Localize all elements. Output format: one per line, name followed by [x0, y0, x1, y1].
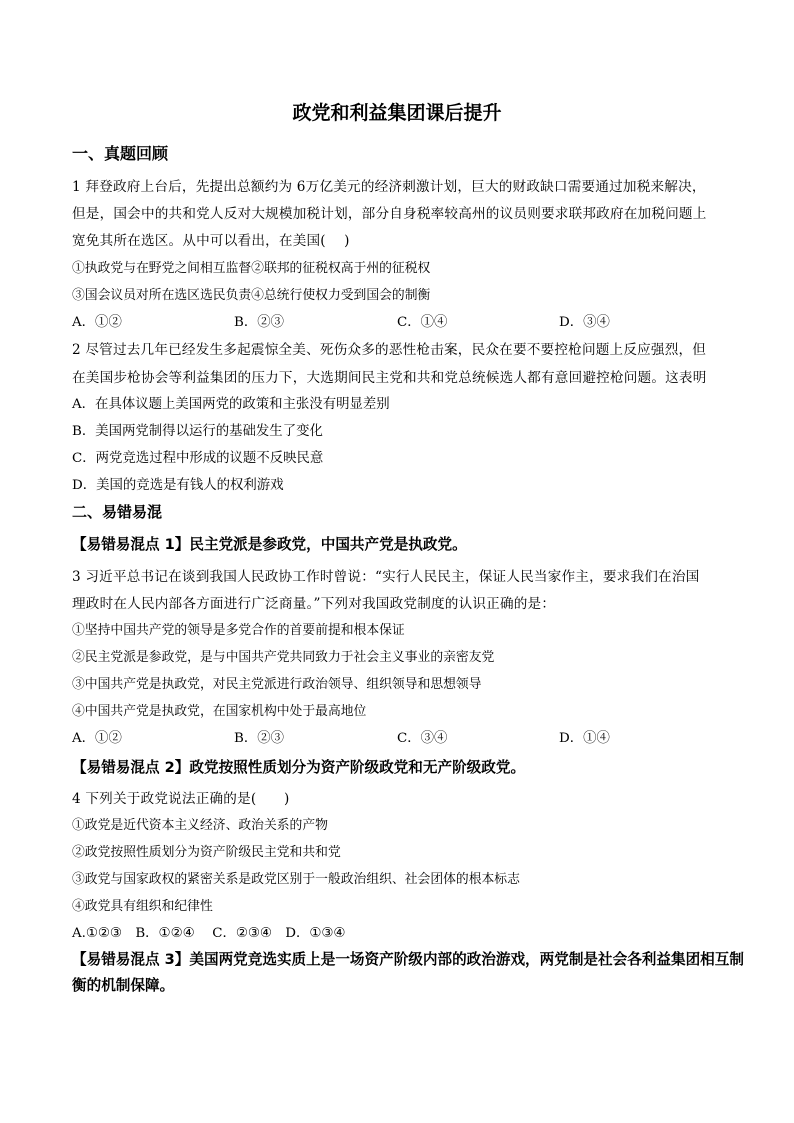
q3-line-2: 理政时在人民内部各方面进行广泛商量。”下列对我国政党制度的认识正确的是：	[72, 596, 556, 612]
q1-statement-2: ③国会议员对所在选区选民负责④总统行使权力受到国会的制衡	[72, 288, 431, 303]
q2-line-1: 2 尽管过去几年已经发生多起震惊全美、死伤众多的恶性枪击案，民众在要不要控枪问题上反应强烈，但	[72, 342, 707, 358]
pitfall-note-3: 【易错易混点 3】美国两党竞选实质上是一场资产阶级内部的政治游戏，两党制是社会各利益集团相互制衡的机制保障。	[72, 951, 744, 994]
q3-statement-1: ①坚持中国共产党的领导是多党合作的首要前提和根本保证	[72, 623, 405, 638]
section-heading-review: 一、真题回顾	[72, 144, 169, 163]
section-heading-pitfalls: 二、易错易混	[72, 503, 163, 521]
q1-line-1: 1 拜登政府上台后，先提出总额约为 6万亿美元的经济刺激计划，巨大的财政缺口需要通过加税来解决，	[72, 179, 706, 195]
q2-option-a: A．在具体议题上美国两党的政策和主张没有明显差别	[72, 397, 390, 412]
q3-option-b: B．②③	[234, 731, 285, 746]
q4-line-1: 4 下列关于政党说法正确的是( )	[72, 791, 290, 807]
q1-line-2: 但是，国会中的共和党人反对大规模加税计划，部分自身税率较高州的议员则要求联邦政府在加税问题上	[72, 206, 707, 222]
q4-statement-1: ①政党是近代资本主义经济、政治关系的产物	[72, 818, 328, 833]
q2-option-b: B．美国两党制得以运行的基础发生了变化	[72, 424, 323, 439]
q1-option-c: C．①④	[397, 315, 448, 330]
q1-statement-1: ①执政党与在野党之间相互监督②联邦的征税权高于州的征税权	[72, 261, 431, 276]
page-title: 政党和利益集团课后提升	[292, 102, 502, 124]
q2-option-d: D．美国的竞选是有钱人的权利游戏	[72, 478, 284, 493]
q4-statement-2: ②政党按照性质划分为资产阶级民主党和共和党	[72, 845, 341, 860]
q4-statement-3: ③政党与国家政权的紧密关系是政党区别于一般政治组织、社会团体的根本标志	[72, 872, 520, 887]
q1-option-a: A．①②	[72, 315, 122, 330]
q3-statement-3: ③中国共产党是执政党，对民主党派进行政治领导、组织领导和思想领导	[72, 677, 482, 692]
q1-line-3: 宽免其所在选区。从中可以看出，在美国( )	[72, 233, 350, 249]
pitfall-note-2: 【易错易混点 2】政党按照性质划分为资产阶级政党和无产阶级政党。	[72, 759, 526, 776]
q3-statement-2: ②民主党派是参政党，是与中国共产党共同致力于社会主义事业的亲密友党	[72, 650, 495, 665]
q3-option-a: A．①②	[72, 731, 122, 746]
q2-line-2: 在美国步枪协会等利益集团的压力下，大选期间民主党和共和党总统候选人都有意回避控枪问题。这表明	[72, 370, 707, 386]
pitfall-note-1: 【易错易混点 1】民主党派是参政党，中国共产党是执政党。	[72, 536, 467, 553]
q4-statement-4: ④政党具有组织和纪律性	[72, 899, 213, 914]
q3-line-1: 3 习近平总书记在谈到我国人民政协工作时曾说：“实行人民民主，保证人民当家作主，要求我们在治国	[72, 569, 700, 585]
q4-options: A.①②③ B．①②④ C．②③④ D．①③④	[72, 926, 346, 941]
q3-statement-4: ④中国共产党是执政党，在国家机构中处于最高地位	[72, 704, 367, 719]
q3-option-d: D．①④	[559, 731, 610, 746]
q3-option-c: C．③④	[397, 731, 448, 746]
q1-option-b: B．②③	[234, 315, 285, 330]
q2-option-c: C．两党竞选过程中形成的议题不反映民意	[72, 451, 324, 466]
q1-option-d: D．③④	[559, 315, 610, 330]
